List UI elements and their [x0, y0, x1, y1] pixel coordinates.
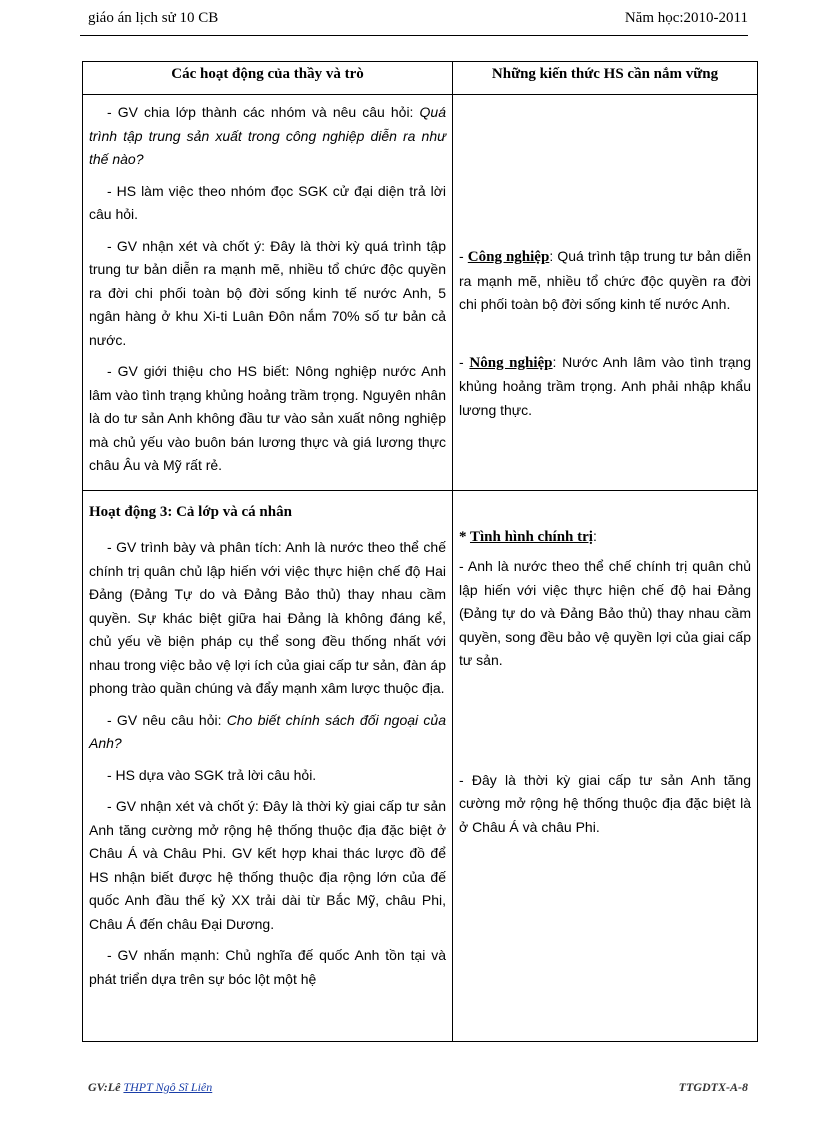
- paragraph: - HS làm việc theo nhóm đọc SGK cử đại diện trả lời câu hỏi.: [89, 182, 446, 222]
- activities-cell: [83, 95, 453, 491]
- text: *: [459, 528, 470, 545]
- question-text: Quá trình tập trung sản xuất trong công nghiệp diễn ra như thế nào?: [89, 104, 446, 167]
- knowledge-item-industry: [459, 245, 751, 317]
- text: - GV chia lớp thành các nhóm và nêu câu hỏi:: [107, 104, 420, 120]
- paragraph: - GV nhấn mạnh: Chủ nghĩa đế quốc Anh tồn tại và phát triển dựa trên sự bóc lột một hệ: [89, 947, 446, 987]
- column-header-activities: Các hoạt động của thầy và trò: [83, 62, 453, 95]
- lesson-table: [82, 61, 758, 1042]
- footer-link[interactable]: THPT Ngô Sĩ Liên: [123, 1080, 213, 1094]
- paragraph: [89, 101, 446, 172]
- text: :: [592, 527, 597, 544]
- header-rule: [80, 35, 748, 36]
- text: -: [459, 248, 468, 264]
- paragraph: - GV trình bày và phân tích: Anh là nước theo thể chế chính trị quân chủ lập hiến với việc thực hiện chế độ Hai Đảng (Đảng Tự do và Đảng Bảo thủ) thay nhau cầm quyền. Sự khác biệt giữa hai Đảng là không đáng kể, chủ yếu về biện pháp cụ thể song đều thống nhất với nhau trong việc bảo vệ lợi ích của giai cấp tư sản, đàn áp phong trào quần chúng và đẩy mạnh xâm lược thuộc địa.: [89, 539, 446, 696]
- knowledge-cell: [453, 490, 758, 1041]
- knowledge-item-politics: - Anh là nước theo thể chế chính trị quân chủ lập hiến với việc thực hiện chế độ hai Đảng (Đảng tự do và Đảng Bảo thủ) thay nhau cầm quyền, song đều bảo vệ quyền lợi của giai cấp tư sản.: [459, 558, 751, 668]
- header-school-year: Năm học:2010-2011: [624, 10, 748, 26]
- column-header-knowledge: Những kiến thức HS cần nắm vững: [453, 62, 758, 95]
- term-agriculture: Nông nghiệp: [469, 354, 553, 371]
- text: : Quá trình tập trung tư bản diễn ra mạnh mẽ, nhiều tổ chức độc quyền ra đời chi phối toàn bộ đời sống kinh tế nước Anh.: [459, 248, 751, 312]
- knowledge-item-agriculture: [459, 351, 751, 423]
- knowledge-cell: [453, 95, 758, 491]
- page-header: [88, 10, 748, 32]
- header-subject: giáo án lịch sử 10 CB: [88, 10, 219, 26]
- table-header-row: [83, 62, 758, 95]
- table-row: [83, 490, 758, 1041]
- paragraph: - HS dựa vào SGK trả lời câu hỏi.: [107, 766, 317, 783]
- footer-author: [88, 1080, 212, 1095]
- question-text: Cho biết chính sách đối ngoại của Anh?: [89, 711, 446, 751]
- paragraph: [89, 709, 446, 756]
- text: GV:Lê: [88, 1080, 121, 1094]
- text: : Nước Anh lâm vào tình trạng khủng hoảng trầm trọng. Anh phải nhập khẩu lương thực.: [459, 353, 752, 418]
- footer-code: TTGDTX-A-8: [678, 1080, 748, 1094]
- knowledge-item-foreign-policy: - Đây là thời kỳ giai cấp tư sản Anh tăng cường mở rộng hệ thống thuộc địa đặc biệt là ở Châu Á và châu Phi.: [459, 771, 751, 835]
- page-footer: [88, 1080, 748, 1096]
- table-row: [83, 95, 758, 491]
- text: -: [459, 353, 470, 370]
- term-industry: Công nghiệp: [467, 249, 550, 265]
- paragraph: - GV giới thiệu cho HS biết: Nông nghiệp nước Anh lâm vào tình trạng khủng hoảng trầm trọng. Nguyên nhân là do tư sản Anh không đầu tư vào sản xuất nông nghiệp mà chủ yếu vào buôn bán lương thực và giá lương thực châu Âu và Mỹ rất rẻ.: [89, 363, 446, 473]
- text: - GV nêu câu hỏi:: [107, 711, 227, 728]
- paragraph: - GV nhận xét và chốt ý: Đây là thời kỳ quá trình tập trung tư bản diễn ra mạnh mẽ, nhiều tổ chức độc quyền ra đời chi phối toàn bộ đời sống kinh tế nước Anh, 5 ngân hàng ở khu Xi-ti Luân Đôn nắm 70% số tư bản cả nước.: [89, 237, 446, 348]
- knowledge-heading-politics: [459, 525, 751, 550]
- activity-heading: Hoạt động 3: Cả lớp và cá nhân: [89, 503, 292, 520]
- paragraph: - GV nhận xét và chốt ý: Đây là thời kỳ giai cấp tư sản Anh tăng cường mở rộng hệ thống thuộc địa đặc biệt ở Châu Á và Châu Phi. GV kết hợp khai thác lược đồ để HS nhận biết được hệ thống thuộc địa rộng lớn của đế quốc Anh đầu thế kỷ XX trải dài từ Bắc Mỹ, châu Phi, Châu Á đến châu Đại Dương.: [89, 798, 446, 932]
- term-politics: Tình hình chính trị: [469, 528, 593, 545]
- activities-cell: [83, 490, 453, 1041]
